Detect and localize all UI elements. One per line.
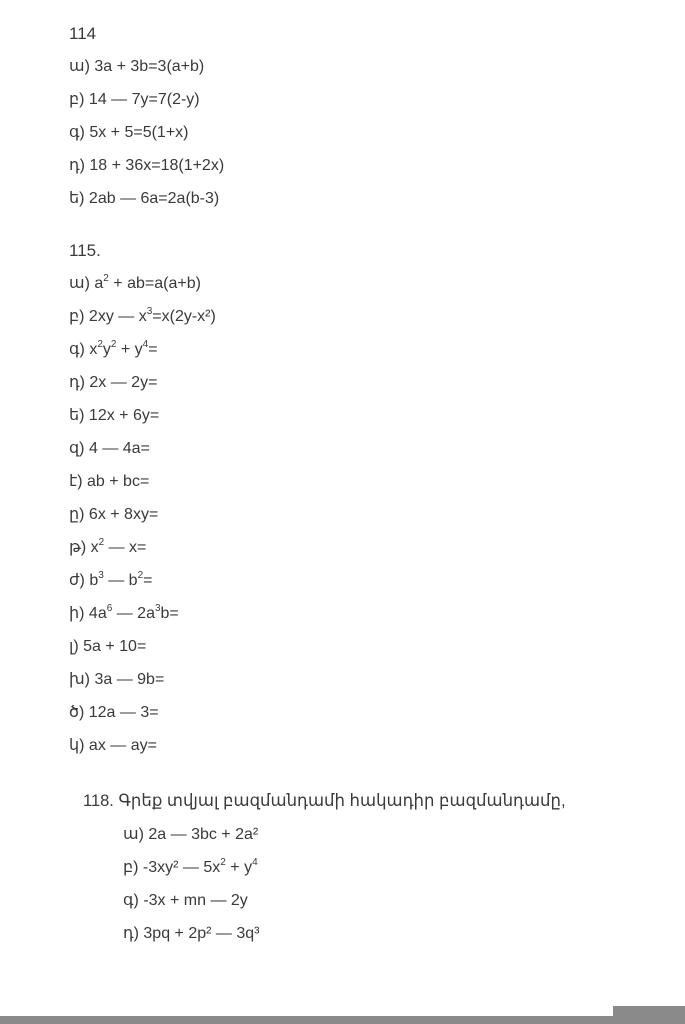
item-expression: 4 — 4a=	[88, 440, 150, 457]
scrollbar-thumb[interactable]	[613, 1006, 685, 1016]
item-letter: կ)	[69, 737, 85, 754]
list-item	[69, 50, 669, 83]
list-item	[69, 399, 669, 432]
list-item	[69, 630, 669, 663]
list-item	[123, 917, 669, 950]
item-letter: ե)	[69, 407, 85, 424]
item-letter: ե)	[69, 190, 85, 207]
list-item	[69, 83, 669, 116]
exercise-115	[69, 234, 669, 762]
item-letter: խ)	[69, 671, 91, 688]
item-expression: 6x + 8xy=	[88, 506, 159, 523]
list-item	[69, 597, 669, 630]
section-spacer	[69, 215, 669, 234]
item-expression: -3x + mn — 2y	[143, 892, 248, 909]
item-expression: 3a — 9b=	[94, 671, 165, 688]
item-letter: ա)	[69, 58, 90, 75]
exercise-number: 115.	[69, 241, 101, 260]
item-letter: գ)	[123, 892, 139, 909]
item-expression: ax — ay=	[88, 737, 157, 754]
horizontal-scrollbar[interactable]	[0, 1016, 685, 1024]
item-expression: 5a + 10=	[83, 638, 147, 655]
item-expression: 2ab — 6a=2a(b-3)	[88, 190, 220, 207]
item-expression: 3pq + 2p² — 3q³	[143, 925, 260, 942]
exercise-number: 114	[69, 24, 97, 43]
item-letter: ը)	[69, 506, 85, 523]
item-letter: դ)	[123, 925, 139, 942]
item-letter: բ)	[69, 91, 85, 108]
list-item	[123, 851, 669, 884]
exercise-114	[69, 17, 669, 215]
exercise-118	[69, 785, 669, 950]
item-letter: է)	[69, 473, 83, 490]
list-item	[69, 696, 669, 729]
item-letter: գ)	[69, 341, 85, 358]
item-letter: ա)	[123, 826, 144, 843]
list-item	[69, 663, 669, 696]
list-item	[69, 432, 669, 465]
item-letter: բ)	[69, 308, 85, 325]
item-expression: $x^2$ — x=	[90, 536, 147, 556]
list-item	[69, 182, 669, 215]
list-item	[69, 729, 669, 762]
item-letter: ժ)	[69, 572, 85, 589]
item-expression: 2xy — $x^3=x(2y-x^2)$	[88, 305, 216, 325]
list-item	[123, 884, 669, 917]
item-letter: ի)	[69, 605, 85, 622]
item-expression: 14 — 7y=7(2-y)	[88, 91, 200, 108]
item-expression: 2x — 2y=	[89, 374, 158, 391]
item-expression: 12x + 6y=	[88, 407, 160, 424]
list-item	[69, 116, 669, 149]
list-item	[69, 300, 669, 333]
item-letter: զ)	[69, 440, 85, 457]
item-expression: ab + bc=	[87, 473, 150, 490]
item-letter: ծ)	[69, 704, 85, 721]
list-item	[69, 333, 669, 366]
list-item	[123, 818, 669, 851]
item-expression: $a^2 + ab=a(a+b)$	[94, 272, 201, 292]
item-letter: լ)	[69, 638, 79, 655]
item-letter: ա)	[69, 275, 90, 292]
item-expression: 12a — 3=	[88, 704, 159, 721]
item-expression: 2a — 3bc + 2a²	[148, 826, 259, 843]
list-item	[69, 465, 669, 498]
list-item	[69, 267, 669, 300]
item-expression: $b^3$ — $b^2=$	[89, 569, 153, 589]
list-item	[69, 564, 669, 597]
item-letter: գ)	[69, 124, 85, 141]
item-expression: 5x + 5=5(1+x)	[89, 124, 189, 141]
exercise-title: 118. Գրեք տվյալ բազմանդամի հակադիր բազմանդամը,	[83, 792, 566, 810]
item-expression: $x^2y^2 + y^4=$	[89, 338, 158, 358]
list-item	[69, 149, 669, 182]
item-letter: թ)	[69, 539, 87, 556]
item-expression: 18 + 36x=18(1+2x)	[89, 157, 225, 174]
list-item	[69, 531, 669, 564]
section-spacer	[69, 762, 669, 785]
item-expression: $4a^6$ — $2a^3b=$	[88, 602, 179, 622]
document-body	[69, 17, 669, 950]
item-expression: -3xy² — $5x^2 + y^4$	[142, 856, 258, 876]
item-letter: դ)	[69, 374, 85, 391]
item-letter: բ)	[123, 859, 139, 876]
list-item	[69, 366, 669, 399]
item-letter: դ)	[69, 157, 85, 174]
list-item	[69, 498, 669, 531]
item-expression: 3a + 3b=3(a+b)	[94, 58, 205, 75]
